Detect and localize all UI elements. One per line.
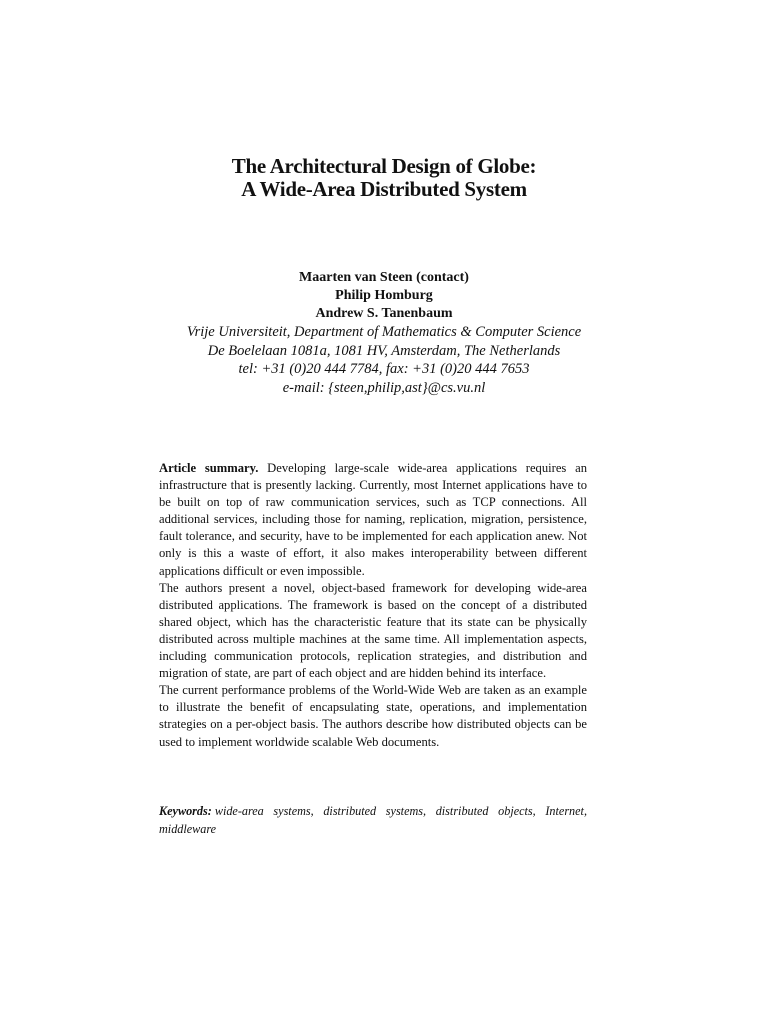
summary-paragraph: The current performance problems of the World-Wide Web are taken as an example to illustrate the benefit of encapsulating state, operations, and implementation strategies on a per-object basis. The authors describe how distributed objects can be used to implement worldwide scalable Web documents. bbox=[159, 683, 587, 749]
summary-paragraph bbox=[159, 460, 587, 580]
keywords-text: wide-area systems, distributed systems, distributed objects, Internet, middleware bbox=[159, 804, 587, 836]
email-line: e-mail: {steen,philip,ast}@cs.vu.nl bbox=[282, 379, 486, 396]
title-line-2: A Wide-Area Distributed System bbox=[241, 177, 527, 201]
affiliation-line: Vrije Universiteit, Department of Mathematics & Computer Science bbox=[186, 324, 582, 340]
address-line: De Boelelaan 1081a, 1081 HV, Amsterdam, The Netherlands bbox=[207, 342, 561, 359]
title-line-1: The Architectural Design of Globe: bbox=[231, 154, 537, 178]
phone-fax-line: tel: +31 (0)20 444 7784, fax: +31 (0)20 444 7653 bbox=[238, 361, 530, 377]
author-name: Maarten van Steen (contact) bbox=[299, 270, 469, 285]
paper-title bbox=[0, 155, 768, 201]
author-name: Philip Homburg bbox=[335, 288, 433, 303]
summary-text: Developing large-scale wide-area applications requires an infrastructure that is presently lacking. Currently, most Internet applications have to be built on top of raw communication services, such as TCP connections. All additional services, including those for naming, replication, migration, persistence, fault tolerance, and security, have to be implemented for each application anew. Not only is this a waste of effort, it also makes interoperability between different applications difficult or even impossible. bbox=[159, 461, 587, 578]
keywords-label: Keywords: bbox=[159, 804, 212, 818]
article-summary bbox=[159, 460, 587, 751]
author-name: Andrew S. Tanenbaum bbox=[315, 306, 453, 321]
summary-paragraph: The authors present a novel, object-based framework for developing wide-area distributed applications. The framework is based on the concept of a distributed shared object, which has the characteristic feature that its state can be physically distributed across multiple machines at the same time. All implementation aspects, including communication protocols, replication strategies, and distribution and migration of state, are part of each object and are hidden behind its interface. bbox=[159, 580, 587, 681]
author-block bbox=[0, 269, 768, 397]
keywords bbox=[159, 803, 587, 838]
summary-label: Article summary. bbox=[159, 461, 259, 475]
